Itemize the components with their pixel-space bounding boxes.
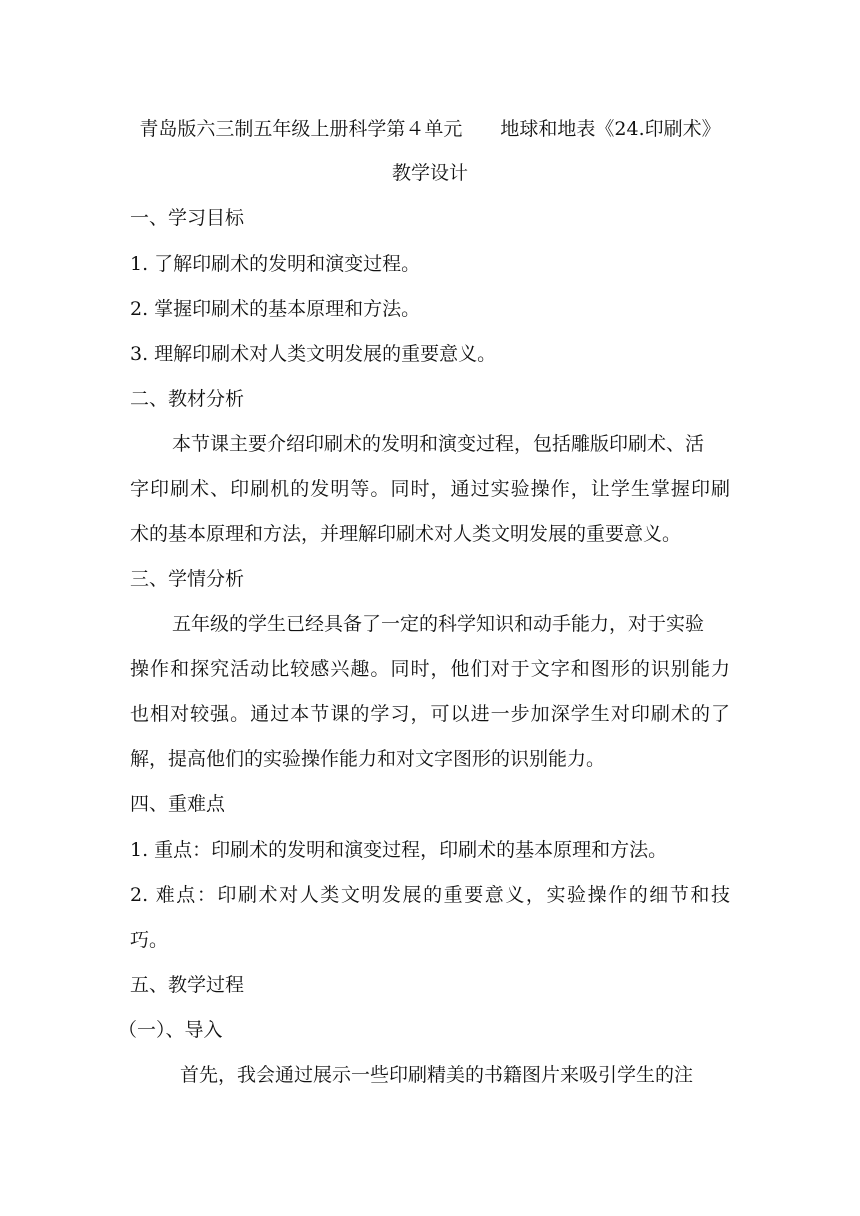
section-heading-student-analysis: 三、学情分析 [130,568,245,590]
student-analysis-line-3: 也相对较强。通过本节课的学习，可以进一步加深学生对印刷术的了 [130,703,730,725]
material-analysis-line-3: 术的基本原理和方法，并理解印刷术对人类文明发展的重要意义。 [130,523,682,545]
material-analysis-line-1: 本节课主要介绍印刷术的发明和演变过程，包括雕版印刷术、活 [172,433,705,455]
objective-item-2: 2. 掌握印刷术的基本原理和方法。 [130,298,421,320]
introduction-line-1: 首先，我会通过展示一些印刷精美的书籍图片来吸引学生的注 [180,1064,694,1086]
objective-item-1: 1. 了解印刷术的发明和演变过程。 [130,253,421,275]
objective-item-3: 3. 理解印刷术对人类文明发展的重要意义。 [130,343,497,365]
section-heading-objectives: 一、学习目标 [130,207,245,229]
difficult-point-line-1: 2. 难点：印刷术对人类文明发展的重要意义，实验操作的细节和技 [130,884,730,906]
student-analysis-line-1: 五年级的学生已经具备了一定的科学知识和动手能力，对于实验 [172,613,705,635]
subsection-heading-introduction: （一）、导入 [118,1019,223,1041]
section-heading-material-analysis: 二、教材分析 [130,388,245,410]
document-title-line1: 青岛版六三制五年级上册科学第４单元 地球和地表《24.印刷术》 [139,118,721,140]
section-heading-key-points: 四、重难点 [130,793,226,815]
material-analysis-line-2: 字印刷术、印刷机的发明等。同时，通过实验操作，让学生掌握印刷 [130,478,730,500]
key-point-item: 1. 重点：印刷术的发明和演变过程，印刷术的基本原理和方法。 [130,839,668,861]
student-analysis-line-2: 操作和探究活动比较感兴趣。同时，他们对于文字和图形的识别能力 [130,658,730,680]
document-title-line2: 教学设计 [391,162,468,184]
difficult-point-line-2: 巧。 [130,929,169,951]
section-heading-teaching-process: 五、教学过程 [130,974,245,996]
student-analysis-line-4: 解，提高他们的实验操作能力和对文字图形的识别能力。 [130,748,606,770]
